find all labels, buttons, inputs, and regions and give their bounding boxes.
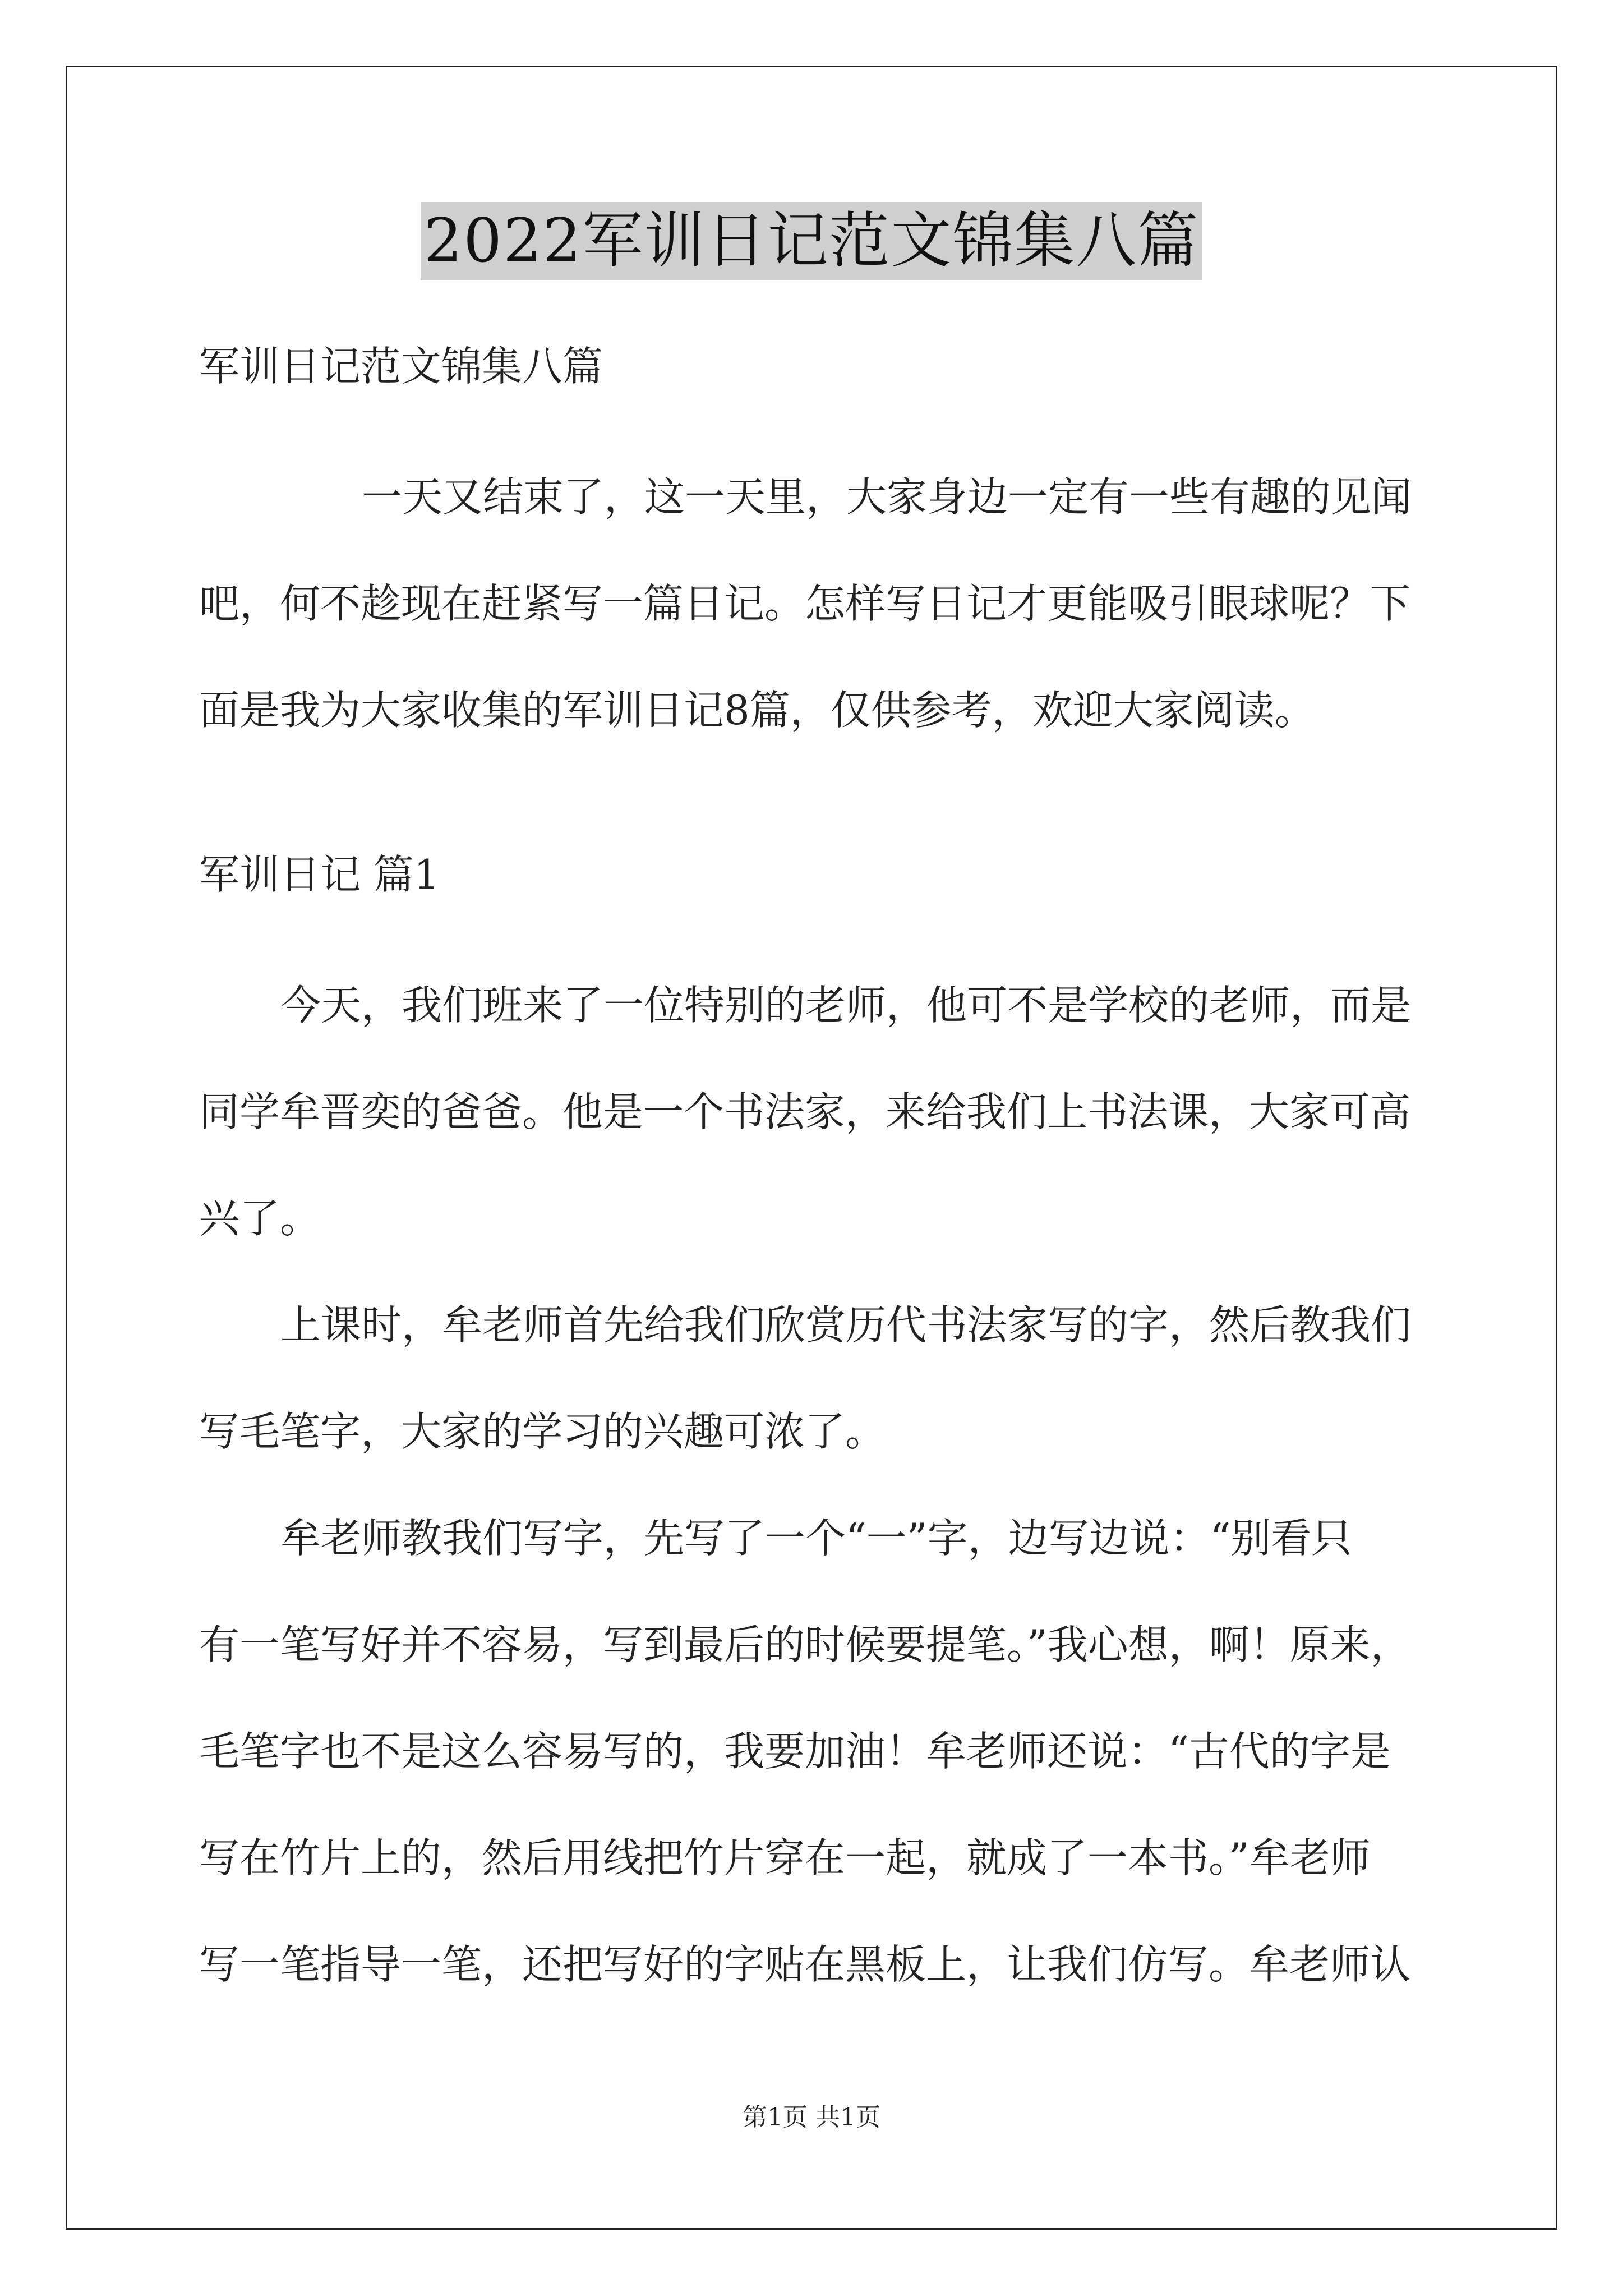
intro-line: 面是我为大家收集的军训日记8篇，仅供参考，欢迎大家阅读。 — [199, 687, 1315, 734]
paragraph-line: 写毛笔字，大家的学习的兴趣可浓了。 — [199, 1408, 886, 1455]
paragraph-line: 毛笔字也不是这么容易写的，我要加油！牟老师还说：“古代的字是 — [199, 1728, 1391, 1775]
page-footer: 第1页 共1页 — [743, 2103, 880, 2132]
paragraph-line: 同学牟晋奕的爸爸。他是一个书法家，来给我们上书法课，大家可高 — [199, 1088, 1411, 1135]
paragraph-line: 写一笔指导一笔，还把写好的字贴在黑板上，让我们仿写。牟老师认 — [199, 1941, 1411, 1988]
document-title: 2022军训日记范文锦集八篇 — [421, 202, 1203, 280]
paragraph-line: 牟老师教我们写字，先写了一个“一”字，边写边说：“别看只 — [280, 1515, 1352, 1562]
paragraph-line: 有一笔写好并不容易，写到最后的时候要提笔。”我心想，啊！原来， — [199, 1621, 1411, 1668]
body-paragraph-1 — [199, 952, 1433, 1272]
paragraph-line: 写在竹片上的，然后用线把竹片穿在一起，就成了一本书。”牟老师 — [199, 1834, 1371, 1881]
paragraph-line: 上课时，牟老师首先给我们欣赏历代书法家写的字，然后教我们 — [280, 1301, 1412, 1349]
paragraph-line: 今天，我们班来了一位特别的老师，他可不是学校的老师，而是 — [280, 982, 1412, 1029]
body-paragraph-2 — [199, 1272, 1433, 1485]
intro-line: 吧，何不趁现在赶紧写一篇日记。怎样写日记才更能吸引眼球呢？下 — [199, 580, 1411, 627]
document-subtitle: 军训日记范文锦集八篇 — [199, 343, 603, 390]
paragraph-line: 兴了。 — [199, 1195, 321, 1242]
body-paragraph-3 — [199, 1485, 1433, 2018]
intro-line: 一天又结束了，这一天里，大家身边一定有一些有趣的见闻 — [362, 473, 1412, 521]
intro-paragraph — [199, 444, 1433, 763]
document-body — [199, 339, 1433, 2018]
title-container — [0, 202, 1623, 280]
section-heading: 军训日记 篇1 — [199, 851, 440, 898]
